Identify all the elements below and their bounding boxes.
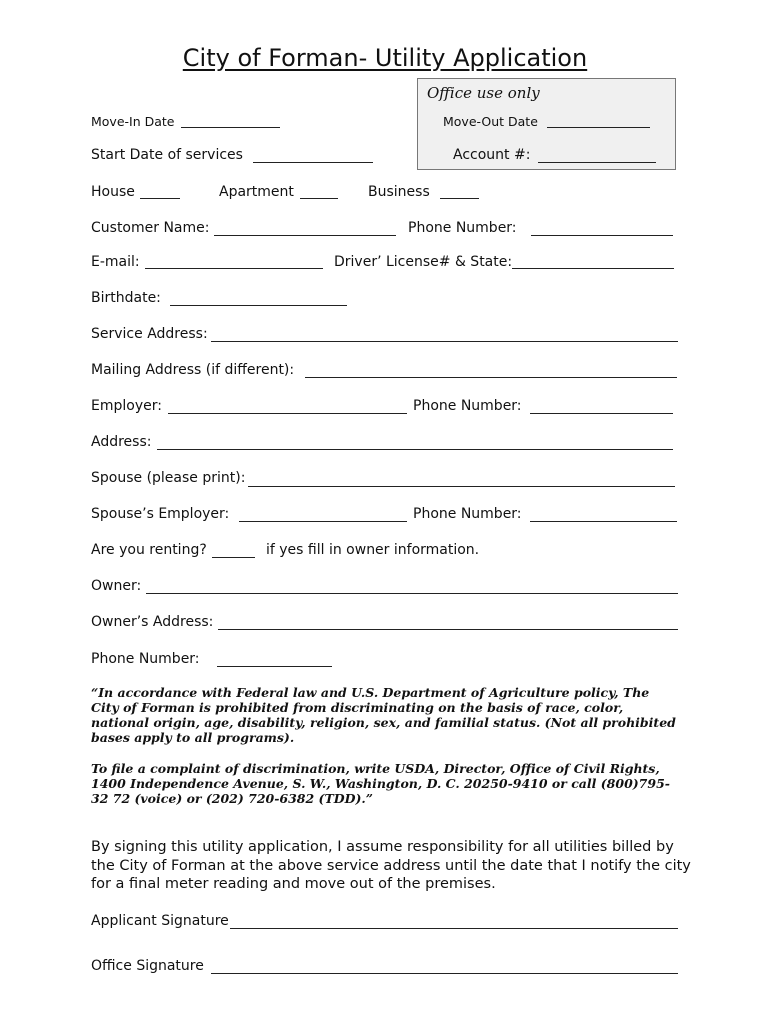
spouse-phone-label: Phone Number: [413,506,522,522]
move-in-date-label: Move-In Date [91,114,175,129]
apartment-field[interactable] [300,198,338,199]
renting-note: if yes fill in owner information. [266,542,480,558]
customer-name-label: Customer Name: [91,220,210,236]
spouse-phone-field[interactable] [530,521,677,522]
apartment-label: Apartment [219,184,294,200]
owner-label: Owner: [91,578,142,594]
spouse-label: Spouse (please print): [91,470,246,486]
customer-name-field[interactable] [214,235,396,236]
start-date-label: Start Date of services [91,147,243,163]
applicant-signature-field[interactable] [230,928,678,929]
move-out-date-field[interactable] [547,127,650,128]
employer-phone-field[interactable] [530,413,673,414]
move-out-date-label: Move-Out Date [443,114,538,129]
office-signature-label: Office Signature [91,958,204,974]
owner-address-label: Owner’s Address: [91,614,214,630]
house-label: House [91,184,135,200]
business-field[interactable] [440,198,479,199]
account-number-label: Account #: [453,147,531,163]
spouse-field[interactable] [248,486,675,487]
renting-label: Are you renting? [91,542,207,558]
employer-field[interactable] [168,413,407,414]
nondiscrimination-notice: “In accordance with Federal law and U.S. Department of Agriculture policy, The City of Forman is prohibited from discriminating on the basis of race, color, national origin, age, disability, religion, sex, and familial status. (Not all prohibited bases apply to all programs). [91,685,676,745]
service-address-label: Service Address: [91,326,208,342]
phone-number-label: Phone Number: [408,220,517,236]
owner-address-field[interactable] [218,629,678,630]
house-field[interactable] [140,198,180,199]
spouse-employer-field[interactable] [239,521,407,522]
owner-phone-field[interactable] [217,666,332,667]
office-use-heading: Office use only [427,84,540,102]
address-label: Address: [91,434,152,450]
phone-number-field[interactable] [531,235,673,236]
responsibility-statement: By signing this utility application, I assume responsibility for all utilities billed by the City of Forman at the above service address until the date that I notify the city for a final meter reading and move out of the premises. [91,839,691,892]
owner-phone-label: Phone Number: [91,651,200,667]
drivers-license-label: Driver’ License# & State: [334,254,513,270]
birthdate-label: Birthdate: [91,290,161,306]
mailing-address-field[interactable] [305,377,677,378]
business-label: Business [368,184,430,200]
owner-field[interactable] [146,593,678,594]
office-signature-field[interactable] [211,973,678,974]
employer-phone-label: Phone Number: [413,398,522,414]
address-field[interactable] [157,449,673,450]
complaint-notice: To file a complaint of discrimination, write USDA, Director, Office of Civil Rights, 1400 Independence Avenue, S. W., Washington, D. C. 20250-9410 or call (800)795-32 72 (voice) or (202) 720-6382 (TDD).” [91,761,670,806]
start-date-field[interactable] [253,162,373,163]
account-number-field[interactable] [538,162,656,163]
service-address-field[interactable] [211,341,678,342]
applicant-signature-label: Applicant Signature [91,913,229,929]
email-label: E-mail: [91,254,140,270]
employer-label: Employer: [91,398,162,414]
spouse-employer-label: Spouse’s Employer: [91,506,230,522]
renting-field[interactable] [212,557,255,558]
birthdate-field[interactable] [170,305,347,306]
page-title: City of Forman- Utility Application [182,44,588,72]
email-field[interactable] [145,268,323,269]
move-in-date-field[interactable] [181,127,280,128]
drivers-license-field[interactable] [512,268,674,269]
mailing-address-label: Mailing Address (if different): [91,362,295,378]
